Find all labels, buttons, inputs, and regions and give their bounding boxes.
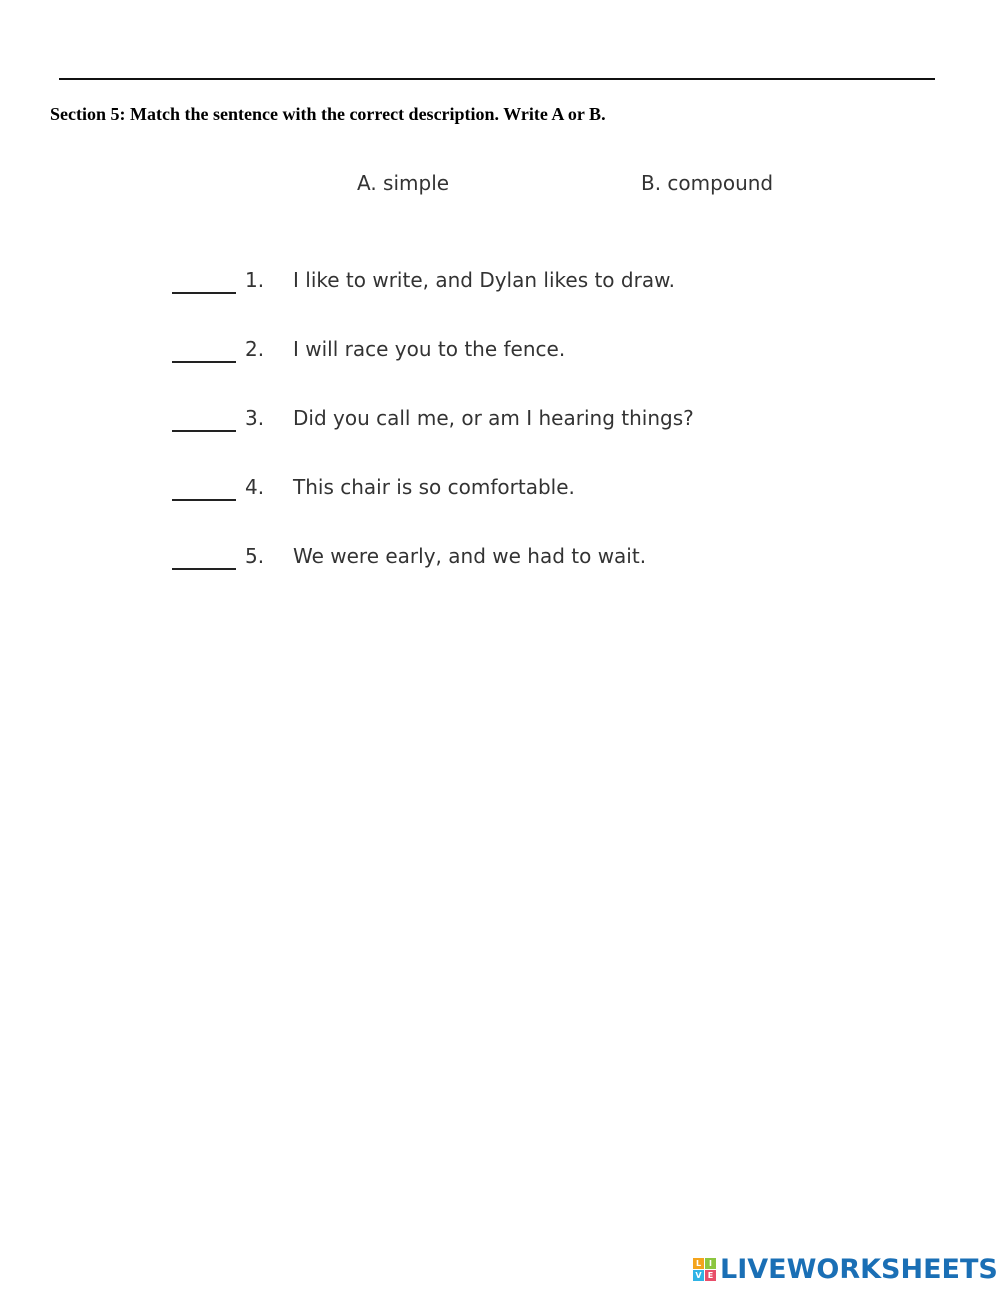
answer-blank-2[interactable] xyxy=(172,361,236,363)
question-number: 3. xyxy=(245,406,265,430)
question-3 xyxy=(170,406,870,446)
answer-blank-4[interactable] xyxy=(172,499,236,501)
liveworksheets-logo xyxy=(693,1254,998,1284)
section-title: Section 5: Match the sentence with the correct description. Write A or B. xyxy=(50,104,606,124)
logo-mark-letter: V xyxy=(693,1270,704,1281)
answer-blank-3[interactable] xyxy=(172,430,236,432)
option-b-label: B. compound xyxy=(641,171,774,195)
question-text: Did you call me, or am I hearing things? xyxy=(293,406,694,430)
question-5 xyxy=(170,544,870,584)
option-a-label: A. simple xyxy=(357,171,450,195)
question-number: 5. xyxy=(245,544,265,568)
question-text: I like to write, and Dylan likes to draw. xyxy=(293,268,675,292)
logo-mark-letter: E xyxy=(705,1270,716,1281)
logo-mark-letter: L xyxy=(693,1258,704,1269)
question-text: I will race you to the fence. xyxy=(293,337,566,361)
top-divider xyxy=(59,78,935,80)
question-number: 2. xyxy=(245,337,265,361)
question-number: 1. xyxy=(245,268,265,292)
question-text: We were early, and we had to wait. xyxy=(293,544,647,568)
question-text: This chair is so comfortable. xyxy=(293,475,575,499)
logo-mark-icon xyxy=(693,1258,716,1281)
question-1 xyxy=(170,268,870,308)
question-4 xyxy=(170,475,870,515)
logo-mark-letter: I xyxy=(705,1258,716,1269)
answer-options xyxy=(0,171,1000,201)
answer-blank-1[interactable] xyxy=(172,292,236,294)
question-2 xyxy=(170,337,870,377)
answer-blank-5[interactable] xyxy=(172,568,236,570)
logo-text: LIVEWORKSHEETS xyxy=(720,1253,998,1285)
question-number: 4. xyxy=(245,475,265,499)
